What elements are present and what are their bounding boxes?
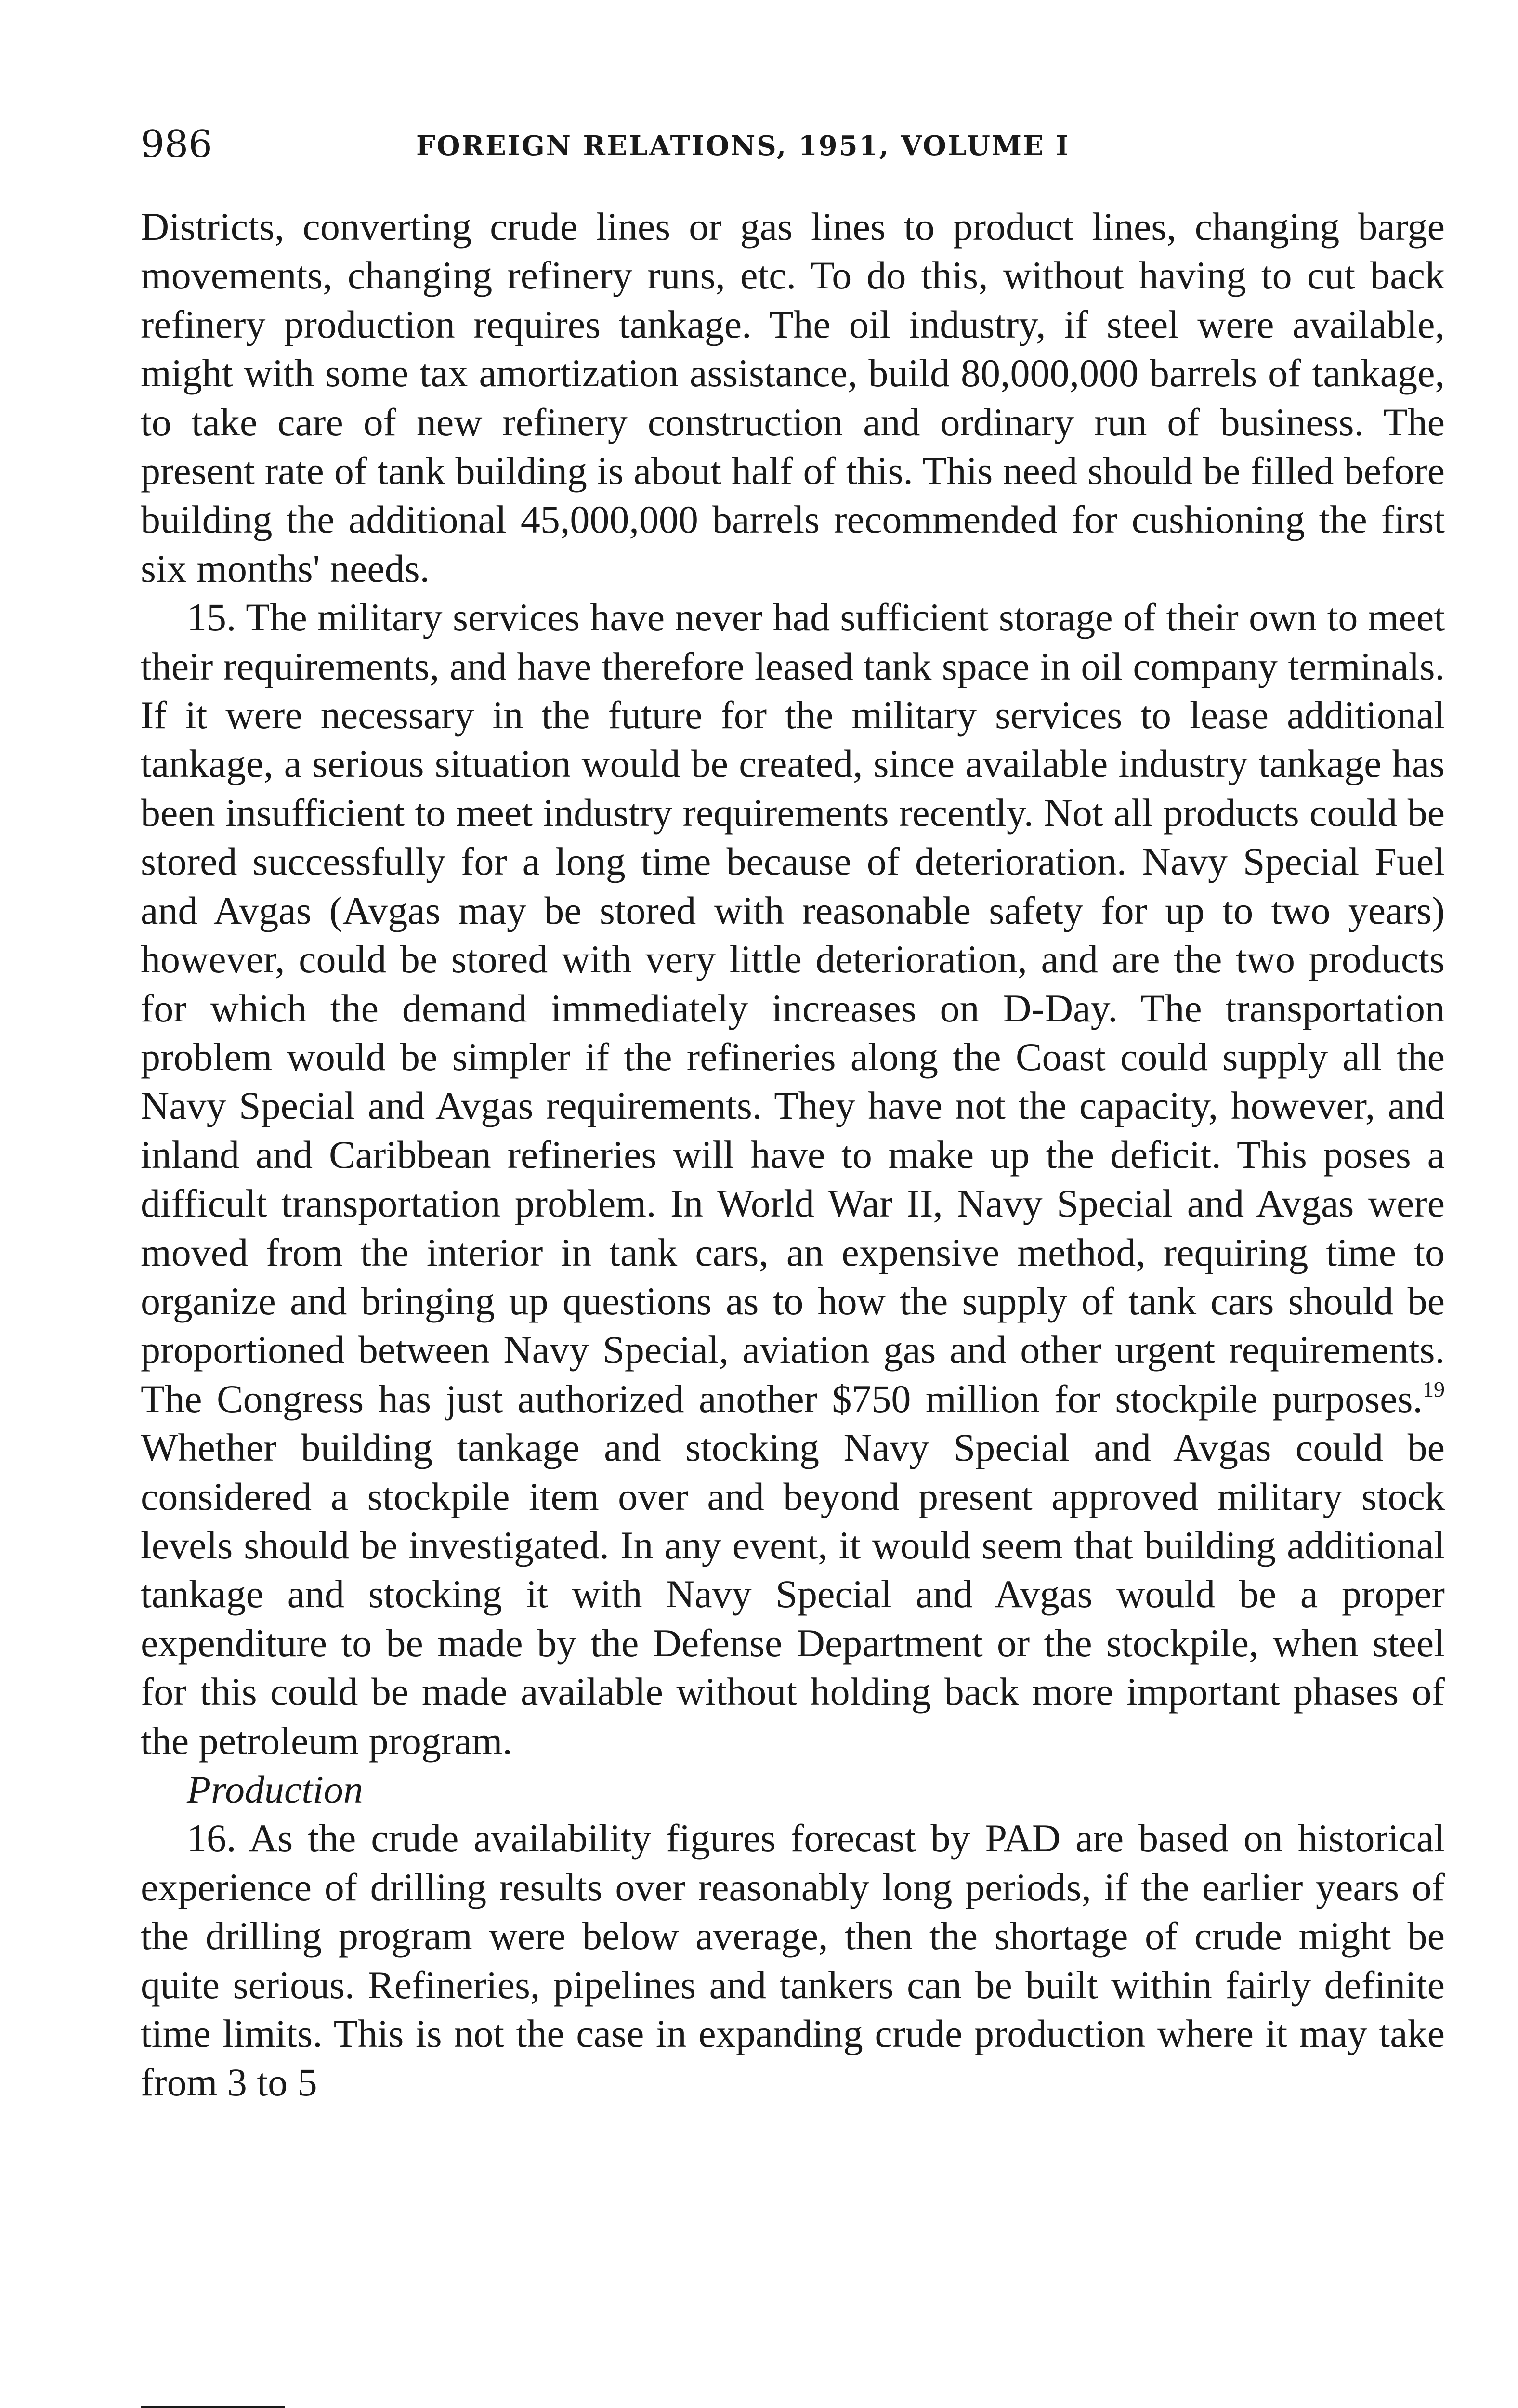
paragraph-15-part-1: 15. The military services have never had sufficient storage of their own to meet their requirements, and have therefore leased tank space in oil company terminals. If it were necessary in the future for the military services to lease additional tankage, a serious situation would be created, since available industry tankage has been insufficient to meet industry requirements recently. Not all products could be stored successfully for a long time because of deterioration. Navy Special Fuel and Avgas (Avgas may be stored with reasonable safety for up to two years) however, could be stored with very little deterioration, and are the two products for which the demand immediately increases on D-Day. The transportation problem would be simpler if the refineries along the Coast could supply all the Navy Special and Avgas requirements. They have not the capacity, however, and inland and Caribbean refineries will have to make up the deficit. This poses a difficult transportation problem. In World War II, Navy Special and Avgas were moved from the interior in tank cars, an expensive method, requiring time to organize and bringing up questions as to how the supply of tank cars should be proportioned between Navy Special, aviation gas and other urgent requirements. The Congress has just authorized another $750 million for stockpile purposes.	[141, 595, 1445, 1421]
body-text	[141, 202, 1445, 2107]
page-number: 986	[141, 123, 212, 166]
section-heading: Production	[187, 1767, 363, 1811]
paragraph-15-part-2: Whether building tankage and stocking Navy Special and Avgas could be considered a stockpile item over and beyond present approved military stock levels should be investigated. In any event, it would seem that building additional tankage and stocking it with Navy Special and Avgas would be a proper expenditure to be made by the Defense Department or the stockpile, when steel for this could be made available without holding back more important phases of the petroleum program.	[141, 1426, 1445, 1763]
paragraph-continued: Districts, converting crude lines or gas lines to product lines, changing barge movements, changing refinery runs, etc. To do this, without having to cut back refinery production requires tankage. The oil industry, if steel were available, might with some tax amortization assistance, build 80,000,000 barrels of tankage, to take care of new refinery construction and ordinary run of business. The present rate of tank building is about half of this. This need should be filled before building the additional 45,000,000 barrels recommended for cushioning the first six months' needs.	[141, 205, 1445, 590]
footnote-reference[interactable]: 19	[1423, 1376, 1445, 1401]
paragraph-16: 16. As the crude availability figures forecast by PAD are based on historical experience of drilling results over reasonably long periods, if the earlier years of the drilling program were below average, then the shortage of crude might be quite serious. Refineries, pipelines and tankers can be built within fairly definite time limits. This is not the case in expanding crude production where it may take from 3 to 5	[141, 1816, 1445, 2105]
paragraph-15	[141, 593, 1445, 1765]
page-header	[141, 120, 1445, 173]
footnote-divider	[141, 2406, 285, 2408]
running-title: FOREIGN RELATIONS, 1951, VOLUME I	[416, 130, 1070, 162]
